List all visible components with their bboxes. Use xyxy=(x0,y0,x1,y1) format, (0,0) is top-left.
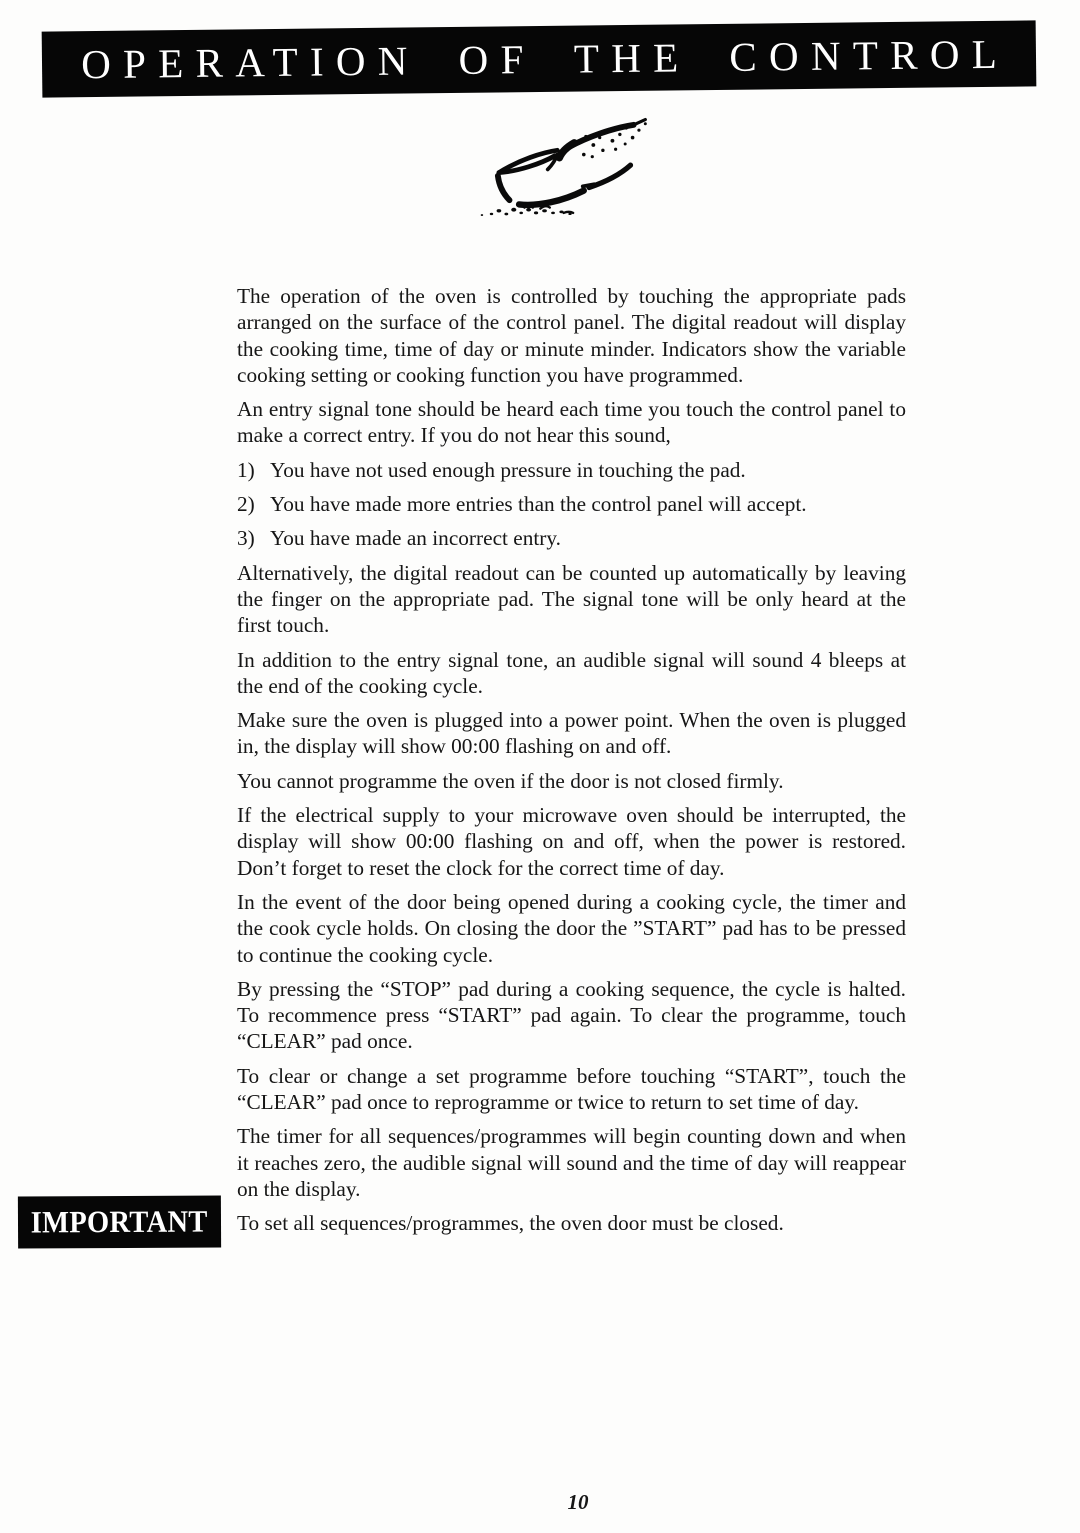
paragraph xyxy=(237,976,906,1055)
paragraph xyxy=(237,647,906,700)
paragraph-text: In addition to the entry signal tone, an audible signal will sound 4 bleeps at the end of the cooking cycle. xyxy=(237,647,906,698)
paragraph-text: If the electrical supply to your microwave oven should be interrupted, the display will show 00:00 flashing on and off, when the power is restored. Don’t forget to reset the clock for the correct time of day. xyxy=(237,803,906,880)
important-label: IMPORTANT xyxy=(30,1203,209,1240)
list-item xyxy=(237,457,906,483)
paragraph-text: By pressing the “STOP” pad during a cooking sequence, the cycle is halted. To recommence press “START” pad again. To clear the programme, touch “CLEAR” pad once. xyxy=(237,976,906,1054)
important-box xyxy=(18,1196,221,1249)
paragraph xyxy=(237,396,906,449)
paragraph xyxy=(237,768,906,794)
paragraph xyxy=(237,802,906,881)
paragraph-text: An entry signal tone should be heard each time you touch the control panel to make a correct entry. If you do not hear this sound, xyxy=(237,397,906,448)
list-item-text: You have not used enough pressure in touching the pad. xyxy=(270,457,746,482)
list-item-number: 3) xyxy=(237,526,255,551)
paragraph-text: The timer for all sequences/programmes will begin counting down and when it reaches zero, the audible signal will sound and the time of day will reappear on the display. xyxy=(237,1124,906,1201)
list-item-text: You have made more entries than the control panel will accept. xyxy=(270,492,807,517)
text-column xyxy=(30,283,906,1245)
paragraph xyxy=(237,560,906,639)
paragraph xyxy=(30,1203,906,1240)
paragraph-text: You cannot programme the oven if the door is not closed firmly. xyxy=(237,768,784,793)
paragraph-text: Alternatively, the digital readout can be counted up automatically by leaving the finger on the appropriate pad. The signal tone will be only heard at the first touch. xyxy=(237,560,906,638)
list-item xyxy=(237,525,906,551)
paragraph-text: To set all sequences/programmes, the oven door must be closed. xyxy=(237,1211,784,1236)
paragraph xyxy=(237,1063,906,1116)
paragraph xyxy=(237,707,906,760)
list-item xyxy=(237,491,906,517)
paragraph xyxy=(237,1123,906,1202)
paragraph-text: The operation of the oven is controlled by touching the appropriate pads arranged on the surface of the control panel. The digital readout will display the cooking time, time of day or minute minder. Indicators show the variable cooking setting or cooking function you have programmed. xyxy=(237,284,906,387)
paragraph xyxy=(237,283,906,388)
paragraph-text: Make sure the oven is plugged into a power point. When the oven is plugged in, the display will show 00:00 flashing on and off. xyxy=(237,708,906,759)
list-item-number: 2) xyxy=(237,492,255,517)
paragraph xyxy=(237,889,906,968)
paragraph-text: In the event of the door being opened during a cooking cycle, the timer and the cook cycle holds. On closing the door the ”START” pad has to be pressed to continue the cooking cycle. xyxy=(237,889,906,967)
paragraph-text: To clear or change a set programme before touching “START”, touch the “CLEAR” pad once to reprogramme or twice to return to set time of day. xyxy=(237,1063,906,1115)
list-item-text: You have made an incorrect entry. xyxy=(270,526,561,551)
finger-pressing-pad-illustration xyxy=(455,110,685,232)
section-header-bar xyxy=(42,20,1037,97)
page-number: 10 xyxy=(567,1490,589,1514)
list-item-number: 1) xyxy=(237,457,255,482)
section-title: OPERATION OF THE CONTROL xyxy=(80,30,1010,88)
surface-crumbs xyxy=(481,208,572,216)
